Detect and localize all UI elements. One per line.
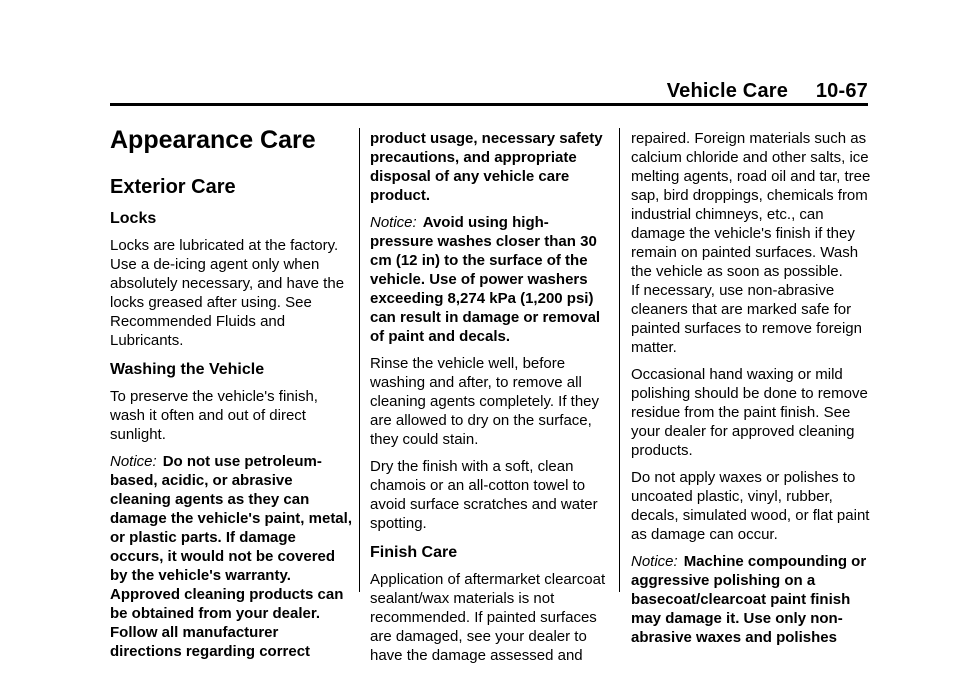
paragraph-continued: repaired. Foreign materials such as calcium chloride and other salts, ice melting agents, road oil and tar, tree sap, bird droppings, chemicals from industrial chimneys, etc., can damage the vehicle's finish if they remain on painted surfaces. Wash the vehicle as soon as possible. [631,130,871,280]
paragraph-no-wax: Do not apply waxes or polishes to uncoated plastic, vinyl, rubber, decals, simulated wood, or flat paint as damage can occur. [631,469,870,543]
section-title: Vehicle Care [666,80,789,102]
paragraph-rinse: Rinse the vehicle well, before washing and after, to remove all cleaning agents completely. If they are allowed to dry on the surface, they could stain. [370,355,600,448]
notice-block [370,213,612,346]
notice-block [110,452,352,661]
header-rule [110,103,868,106]
paragraph-dry: Dry the finish with a soft, clean chamois or an all-cotton towel to avoid surface scratches and water spotting. [370,458,598,532]
paragraph-washing: To preserve the vehicle's finish, wash it often and out of direct sunlight. [110,388,318,443]
subsection-heading-locks: Locks [110,210,157,227]
paragraph-nonabrasive: If necessary, use non-abrasive cleaners that are marked safe for painted surfaces to remove foreign matter. [631,282,862,356]
notice-label: Notice: [370,214,417,231]
paragraph-locks: Locks are lubricated at the factory. Use a de-icing agent only when absolutely necessary, and have the locks greased after using. See Recommended Fluids and Lubricants. [110,237,345,349]
subsection-heading-finish: Finish Care [370,544,458,561]
page-title: Appearance Care [110,126,316,154]
notice-label: Notice: [110,453,157,470]
page-number: 10-67 [815,80,868,102]
paragraph-continued: product usage, necessary safety precautions, and appropriate disposal of any vehicle care product. [370,130,603,204]
notice-block [631,552,873,647]
subsection-heading-washing: Washing the Vehicle [110,361,265,378]
notice-text: Avoid using high-pressure washes closer than 30 cm (12 in) to the surface of the vehicle. Use of power washers exceeding 8,274 kPa (1,200 psi) can result in damage or removal of paint and decals. [370,214,601,345]
column-1 [110,125,352,661]
notice-label: Notice: [631,553,678,570]
column-2 [370,129,612,673]
notice-text: Machine compounding or aggressive polishing on a basecoat/clearcoat paint finish may damage it. Use only non-abrasive waxes and polishes [631,553,867,646]
section-heading: Exterior Care [110,176,236,198]
column-3 [631,129,873,647]
notice-text: Do not use petroleum-based, acidic, or abrasive cleaning agents as they can damage the vehicle's paint, metal, or plastic parts. If damage occurs, it would not be covered by the vehicle's warranty. Approved cleaning products can be obtained from your dealer. Follow all manufacturer directions regarding correct [110,453,352,660]
page-header [667,80,868,103]
paragraph-waxing: Occasional hand waxing or mild polishing should be done to remove residue from the paint finish. See your dealer for approved cleaning products. [631,366,868,459]
column-divider [359,128,360,592]
column-divider [619,128,620,592]
paragraph-finish: Application of aftermarket clearcoat sealant/wax materials is not recommended. If painted surfaces are damaged, see your dealer to have the damage assessed and [370,571,606,664]
